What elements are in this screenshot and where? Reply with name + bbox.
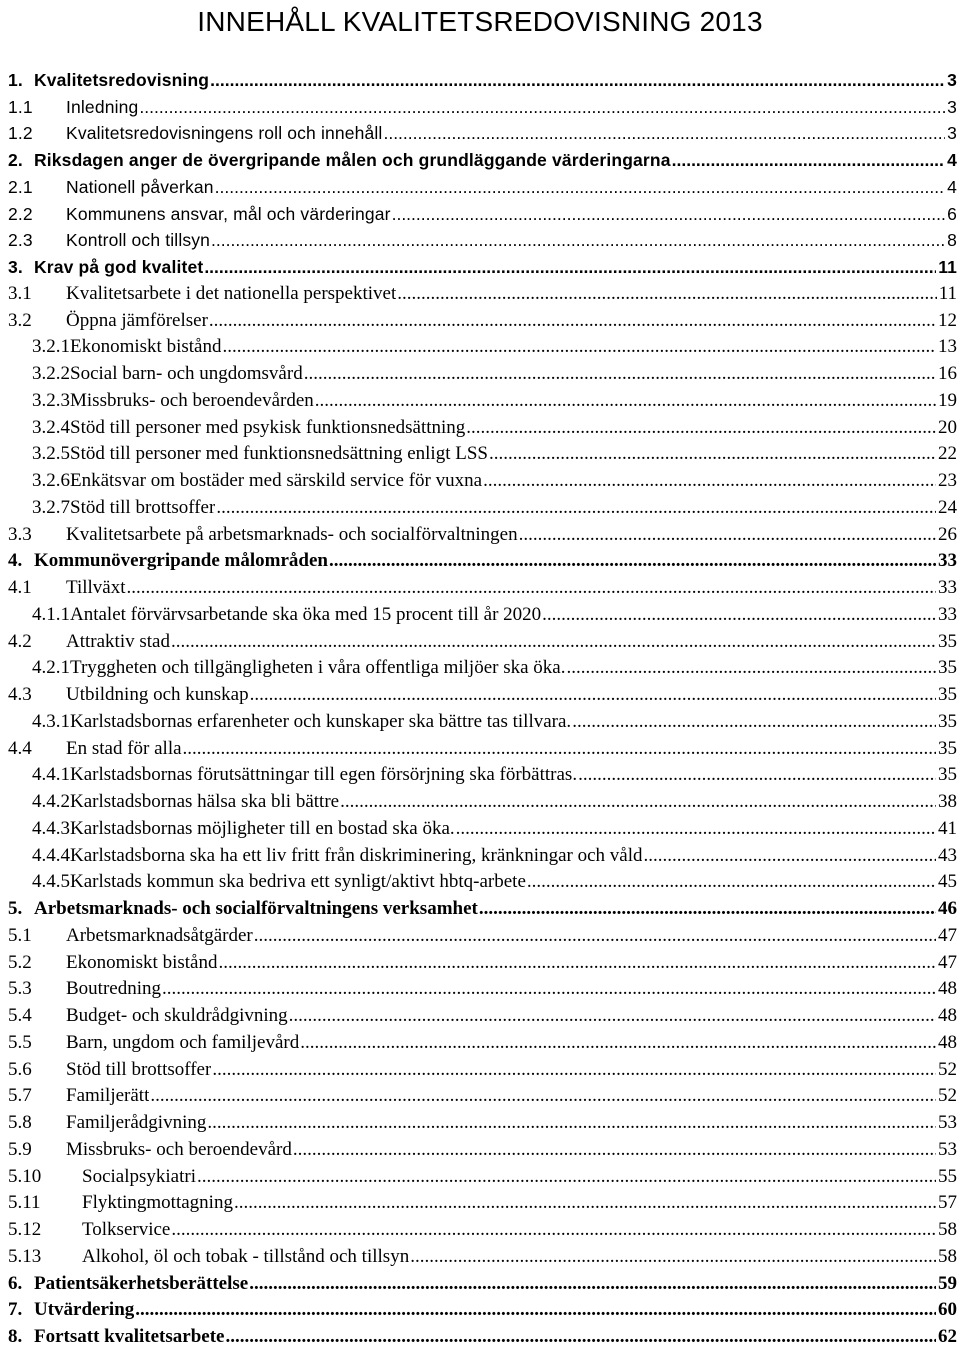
toc-entry-number: 5.13 xyxy=(8,1245,42,1267)
toc-entry-page: 58 xyxy=(938,1245,957,1267)
toc-entry-title: Riksdagen anger de övergripande målen och grundläggande värderingarna xyxy=(34,150,671,170)
toc-entry[interactable] xyxy=(0,974,960,1001)
toc-entry-page: 35 xyxy=(938,684,957,705)
toc-entry-title: Boutredning xyxy=(66,978,161,1000)
toc-entry-number: 3.3 xyxy=(8,523,32,545)
toc-entry[interactable] xyxy=(0,1081,960,1108)
toc-entry[interactable] xyxy=(0,867,960,894)
toc-entry-number: 2.3 xyxy=(8,230,33,251)
toc-entry-number: 4.1 xyxy=(8,577,32,598)
toc-entry[interactable] xyxy=(0,118,960,145)
dot-leader xyxy=(315,390,936,412)
toc-entry-title: Kommunövergripande målområden xyxy=(34,550,328,572)
dot-leader xyxy=(204,256,936,278)
toc-entry-page: 13 xyxy=(938,336,957,358)
toc-entry-title: Ekonomiskt bistånd xyxy=(66,951,218,973)
toc-entry[interactable] xyxy=(0,1241,960,1268)
toc-entry-page: 3 xyxy=(947,96,957,117)
dot-leader xyxy=(566,657,936,679)
toc-entry-page: 24 xyxy=(938,496,957,518)
dot-leader xyxy=(250,684,936,706)
toc-entry[interactable] xyxy=(0,1161,960,1188)
toc-entry-number: 5.10 xyxy=(8,1165,42,1187)
dot-leader xyxy=(183,738,936,760)
toc-entry[interactable] xyxy=(0,840,960,867)
dot-leader xyxy=(397,283,936,305)
dot-leader xyxy=(340,791,936,813)
toc-entry-number: 5.9 xyxy=(8,1138,32,1160)
dot-leader xyxy=(139,96,945,118)
dot-leader xyxy=(127,577,937,599)
toc-entry[interactable] xyxy=(0,439,960,466)
toc-entry-page: 55 xyxy=(938,1165,957,1187)
toc-entry[interactable] xyxy=(0,1054,960,1081)
toc-entry-number: 5.8 xyxy=(8,1112,32,1133)
toc-entry-page: 8 xyxy=(947,230,957,251)
toc-entry-number: 3.2.3 xyxy=(32,389,70,411)
toc-entry-title: Karlstadsbornas erfarenheter och kunskaper ska bättre tas tillvara. xyxy=(70,710,572,732)
toc-entry-title: Attraktiv stad xyxy=(66,630,170,652)
toc-entry-title: Patientsäkerhetsberättelse xyxy=(34,1272,249,1294)
toc-entry-title: Inledning xyxy=(66,96,139,117)
toc-entry-number: 2.2 xyxy=(8,203,33,224)
toc-entry-page: 41 xyxy=(938,817,957,839)
toc-entry[interactable] xyxy=(0,278,960,305)
dot-leader xyxy=(293,1139,936,1161)
toc-entry[interactable] xyxy=(0,519,960,546)
toc-entry-number: 4.4.1 xyxy=(32,764,70,786)
toc-entry[interactable] xyxy=(0,572,960,599)
toc-entry[interactable] xyxy=(0,358,960,385)
toc-entry[interactable] xyxy=(0,171,960,198)
toc-entry-number: 6. xyxy=(8,1272,23,1294)
toc-entry-page: 20 xyxy=(938,416,957,438)
toc-entry-number: 4.1.1 xyxy=(32,603,70,625)
toc-entry-number: 3.1 xyxy=(8,282,32,304)
toc-entry[interactable] xyxy=(0,305,960,332)
toc-entry-title: Barn, ungdom och familjevård xyxy=(66,1031,300,1053)
dot-leader xyxy=(211,229,945,251)
toc-entry-number: 5.11 xyxy=(8,1192,41,1214)
toc-entry-page: 3 xyxy=(947,123,957,144)
dot-leader xyxy=(489,443,936,465)
dot-leader xyxy=(225,1326,936,1348)
toc-entry[interactable] xyxy=(0,546,960,573)
toc-entry[interactable] xyxy=(0,920,960,947)
toc-entry[interactable] xyxy=(0,760,960,787)
toc-entry[interactable] xyxy=(0,1214,960,1241)
dot-leader xyxy=(572,711,936,733)
dot-leader xyxy=(249,1273,936,1295)
toc-entry-number: 3. xyxy=(8,257,23,277)
toc-entry-number: 4.4.4 xyxy=(32,844,70,866)
toc-entry[interactable] xyxy=(0,813,960,840)
toc-entry[interactable] xyxy=(0,225,960,252)
toc-entry-title: Kvalitetsarbete på arbetsmarknads- och socialförvaltningen xyxy=(66,523,518,545)
toc-entry-title: Karlstadsbornas möjligheter till en bostad ska öka. xyxy=(70,817,455,839)
toc-entry-number: 4.4 xyxy=(8,737,32,759)
toc-entry-page: 52 xyxy=(938,1058,957,1080)
toc-entry[interactable] xyxy=(0,1188,960,1215)
toc-entry-page: 4 xyxy=(947,150,957,170)
toc-entry-page: 22 xyxy=(938,443,957,465)
toc-entry-number: 2. xyxy=(8,150,23,170)
toc-entry-page: 45 xyxy=(938,871,957,893)
toc-entry-title: Arbetsmarknadsåtgärder xyxy=(66,924,253,946)
toc-entry-number: 3.2.6 xyxy=(32,470,70,491)
toc-entry-number: 3.2.7 xyxy=(32,496,70,518)
toc-entry-page: 33 xyxy=(938,550,957,572)
toc-entry-title: Karlstadsborna ska ha ett liv fritt från diskriminering, kränkningar och våld xyxy=(70,844,643,866)
toc-entry-title: Kvalitetsredovisningens roll och innehåll xyxy=(66,123,383,144)
toc-entry-page: 52 xyxy=(938,1085,957,1107)
toc-entry[interactable] xyxy=(0,653,960,680)
toc-entry-number: 8. xyxy=(8,1326,23,1347)
toc-entry-title: Kommunens ansvar, mål och värderingar xyxy=(66,203,391,224)
toc-entry[interactable] xyxy=(0,1268,960,1295)
toc-entry-page: 35 xyxy=(938,630,957,652)
dot-leader xyxy=(383,122,945,144)
dot-leader xyxy=(456,818,936,840)
toc-entry[interactable] xyxy=(0,332,960,359)
toc-entry-number: 4.3.1 xyxy=(32,710,70,732)
toc-entry-number: 3.2.5 xyxy=(32,443,70,465)
toc-entry[interactable] xyxy=(0,1321,960,1348)
toc-entry-title: Antalet förvärvsarbetande ska öka med 15 procent till år 2020 xyxy=(70,603,542,625)
toc-entry[interactable] xyxy=(0,679,960,706)
toc-entry-number: 4.4.2 xyxy=(32,791,70,812)
toc-entry[interactable] xyxy=(0,492,960,519)
toc-entry-page: 12 xyxy=(938,309,957,331)
toc-entry[interactable] xyxy=(0,947,960,974)
toc-entry-page: 35 xyxy=(938,710,957,732)
toc-entry-number: 7. xyxy=(8,1299,23,1321)
dot-leader xyxy=(234,1192,936,1214)
toc-entry-number: 5.7 xyxy=(8,1085,32,1107)
toc-entry-page: 3 xyxy=(947,69,957,90)
toc-entry-title: Social barn- och ungdomsvård xyxy=(70,363,303,384)
toc-entry-number: 5.12 xyxy=(8,1219,42,1240)
toc-entry[interactable] xyxy=(0,412,960,439)
toc-entry-page: 35 xyxy=(938,657,957,679)
toc-entry-page: 11 xyxy=(938,257,957,277)
dot-leader xyxy=(304,363,936,385)
dot-leader xyxy=(254,925,936,947)
dot-leader xyxy=(215,176,945,198)
toc-entry-page: 57 xyxy=(938,1192,957,1214)
toc-entry-title: Utbildning och kunskap xyxy=(66,684,249,705)
toc-entry[interactable] xyxy=(0,626,960,653)
toc-entry-page: 6 xyxy=(947,203,957,224)
toc-entry-page: 53 xyxy=(938,1112,957,1133)
toc-entry-number: 3.2.1 xyxy=(32,336,70,358)
dot-leader xyxy=(171,1219,936,1241)
dot-leader xyxy=(162,978,936,1000)
dot-leader xyxy=(392,203,946,225)
dot-leader xyxy=(300,1032,936,1054)
toc-entry[interactable] xyxy=(0,251,960,278)
toc-entry-title: Stöd till brottsoffer xyxy=(70,496,216,518)
dot-leader xyxy=(150,1085,936,1107)
toc-entry[interactable] xyxy=(0,385,960,412)
toc-entry-page: 62 xyxy=(938,1326,957,1347)
toc-entry-title: Nationell påverkan xyxy=(66,176,214,197)
toc-entry-title: Familjerådgivning xyxy=(66,1112,207,1133)
toc-entry[interactable] xyxy=(0,1027,960,1054)
toc-entry[interactable] xyxy=(0,1107,960,1134)
toc-entry[interactable] xyxy=(0,733,960,760)
toc-entry[interactable] xyxy=(0,1295,960,1322)
toc-entry-page: 33 xyxy=(938,603,957,625)
toc-entry-page: 47 xyxy=(938,951,957,973)
toc-entry-page: 48 xyxy=(938,978,957,1000)
toc-entry-title: Fortsatt kvalitetsarbete xyxy=(34,1326,225,1347)
dot-leader xyxy=(466,417,936,439)
toc-entry-title: Karlstadsbornas förutsättningar till egen försörjning ska förbättras. xyxy=(70,764,578,786)
toc-entry-page: 16 xyxy=(938,363,957,384)
toc-entry-title: Enkätsvar om bostäder med särskild service för vuxna xyxy=(70,470,483,491)
toc-entry[interactable] xyxy=(0,144,960,171)
toc-entry-title: Öppna jämförelser xyxy=(66,309,208,331)
dot-leader xyxy=(527,871,936,893)
toc-entry[interactable] xyxy=(0,786,960,813)
toc-entry-title: Kontroll och tillsyn xyxy=(66,230,211,251)
toc-entry-page: 19 xyxy=(938,389,957,411)
toc-entry-title: Missbruks- och beroendevård xyxy=(66,1138,292,1160)
toc-entry-page: 48 xyxy=(938,1031,957,1053)
dot-leader xyxy=(207,1112,936,1134)
dot-leader xyxy=(222,336,936,358)
toc-entry-page: 48 xyxy=(938,1005,957,1026)
dot-leader xyxy=(578,764,936,786)
dot-leader xyxy=(329,550,936,572)
toc-entry-page: 58 xyxy=(938,1219,957,1240)
toc-entry-number: 5.2 xyxy=(8,951,32,973)
page-title: INNEHÅLL KVALITETSREDOVISNING 2013 xyxy=(197,6,763,37)
toc-entry-number: 1.2 xyxy=(8,123,33,144)
dot-leader xyxy=(216,497,936,519)
toc-entry-page: 47 xyxy=(938,924,957,946)
toc-entry[interactable] xyxy=(0,1000,960,1027)
toc-entry-title: Tryggheten och tillgängligheten i våra offentliga miljöer ska öka. xyxy=(70,657,566,679)
toc-entry-number: 3.2.4 xyxy=(32,416,70,438)
toc-entry-number: 5.3 xyxy=(8,978,32,1000)
toc-entry-number: 4.4.3 xyxy=(32,817,70,839)
toc-entry-title: Utvärdering xyxy=(34,1299,135,1321)
toc-entry-number: 4.2.1 xyxy=(32,657,70,679)
toc-entry-number: 5.6 xyxy=(8,1058,32,1080)
dot-leader xyxy=(218,952,936,974)
toc-entry-page: 35 xyxy=(938,764,957,786)
toc-entry-page: 43 xyxy=(938,844,957,866)
toc-entry[interactable] xyxy=(0,465,960,492)
toc-entry-title: Stöd till brottsoffer xyxy=(66,1058,212,1080)
toc-entry-page: 26 xyxy=(938,523,957,545)
toc-entry-title: Familjerätt xyxy=(66,1085,150,1107)
toc-entry-number: 3.2 xyxy=(8,309,32,331)
toc-entry[interactable] xyxy=(0,91,960,118)
dot-leader xyxy=(171,631,936,653)
toc-entry-number: 4. xyxy=(8,550,23,572)
toc-entry[interactable] xyxy=(0,1134,960,1161)
toc-entry-page: 38 xyxy=(938,791,957,812)
table-of-contents xyxy=(0,64,960,1348)
dot-leader xyxy=(542,604,936,626)
toc-entry-page: 59 xyxy=(938,1272,957,1294)
toc-entry-title: Karlstadsbornas hälsa ska bli bättre xyxy=(70,791,340,812)
toc-entry-title: Alkohol, öl och tobak - tillstånd och tillsyn xyxy=(82,1245,410,1267)
toc-entry-title: Tolkservice xyxy=(82,1219,171,1240)
toc-entry-number: 4.3 xyxy=(8,684,32,705)
toc-entry-number: 5.5 xyxy=(8,1031,32,1053)
toc-entry-title: En stad för alla xyxy=(66,737,182,759)
toc-entry-title: Budget- och skuldrådgivning xyxy=(66,1005,288,1026)
toc-entry-number: 5. xyxy=(8,898,23,919)
toc-entry-number: 1. xyxy=(8,69,23,90)
toc-entry-page: 4 xyxy=(947,176,957,197)
toc-entry-title: Stöd till personer med funktionsnedsättning enligt LSS xyxy=(70,443,488,465)
toc-entry-page: 60 xyxy=(938,1299,957,1321)
toc-entry-number: 1.1 xyxy=(8,96,33,117)
dot-leader xyxy=(672,149,945,171)
dot-leader xyxy=(483,470,936,492)
toc-entry-title: Krav på god kvalitet xyxy=(34,257,204,277)
toc-entry-title: Flyktingmottagning xyxy=(82,1192,233,1214)
toc-entry-title: Socialpsykiatri xyxy=(82,1165,196,1187)
toc-entry[interactable] xyxy=(0,599,960,626)
toc-entry-title: Stöd till personer med psykisk funktionsnedsättning xyxy=(70,416,466,438)
toc-entry-page: 53 xyxy=(938,1138,957,1160)
toc-entry-number: 4.2 xyxy=(8,630,32,652)
toc-entry-title: Arbetsmarknads- och socialförvaltningens verksamhet xyxy=(34,898,478,919)
dot-leader xyxy=(197,1166,936,1188)
toc-entry-title: Kvalitetsarbete i det nationella perspektivet xyxy=(66,282,397,304)
toc-entry-page: 46 xyxy=(938,898,957,919)
toc-entry-title: Ekonomiskt bistånd xyxy=(70,336,222,358)
dot-leader xyxy=(479,898,936,920)
dot-leader xyxy=(643,845,936,867)
dot-leader xyxy=(210,69,945,91)
toc-entry-number: 5.4 xyxy=(8,1005,32,1026)
toc-entry-number: 3.2.2 xyxy=(32,363,70,384)
toc-entry-number: 4.4.5 xyxy=(32,871,70,893)
toc-entry-title: Tillväxt xyxy=(66,577,126,598)
toc-entry-page: 11 xyxy=(938,282,957,304)
dot-leader xyxy=(135,1299,936,1321)
toc-entry-number: 5.1 xyxy=(8,924,32,946)
toc-entry-page: 35 xyxy=(938,737,957,759)
dot-leader xyxy=(212,1059,936,1081)
toc-entry[interactable] xyxy=(0,893,960,920)
dot-leader xyxy=(410,1246,936,1268)
toc-entry-title: Karlstads kommun ska bedriva ett synligt/aktivt hbtq-arbete xyxy=(70,871,526,893)
toc-entry[interactable] xyxy=(0,198,960,225)
dot-leader xyxy=(209,310,936,332)
toc-entry[interactable] xyxy=(0,706,960,733)
toc-entry-title: Missbruks- och beroendevården xyxy=(70,389,314,411)
toc-entry-page: 33 xyxy=(938,577,957,598)
toc-entry-number: 2.1 xyxy=(8,176,33,197)
toc-entry-title: Kvalitetsredovisning xyxy=(34,69,210,90)
dot-leader xyxy=(519,524,936,546)
toc-entry-page: 23 xyxy=(938,470,957,491)
dot-leader xyxy=(289,1005,936,1027)
toc-entry[interactable] xyxy=(0,64,960,91)
